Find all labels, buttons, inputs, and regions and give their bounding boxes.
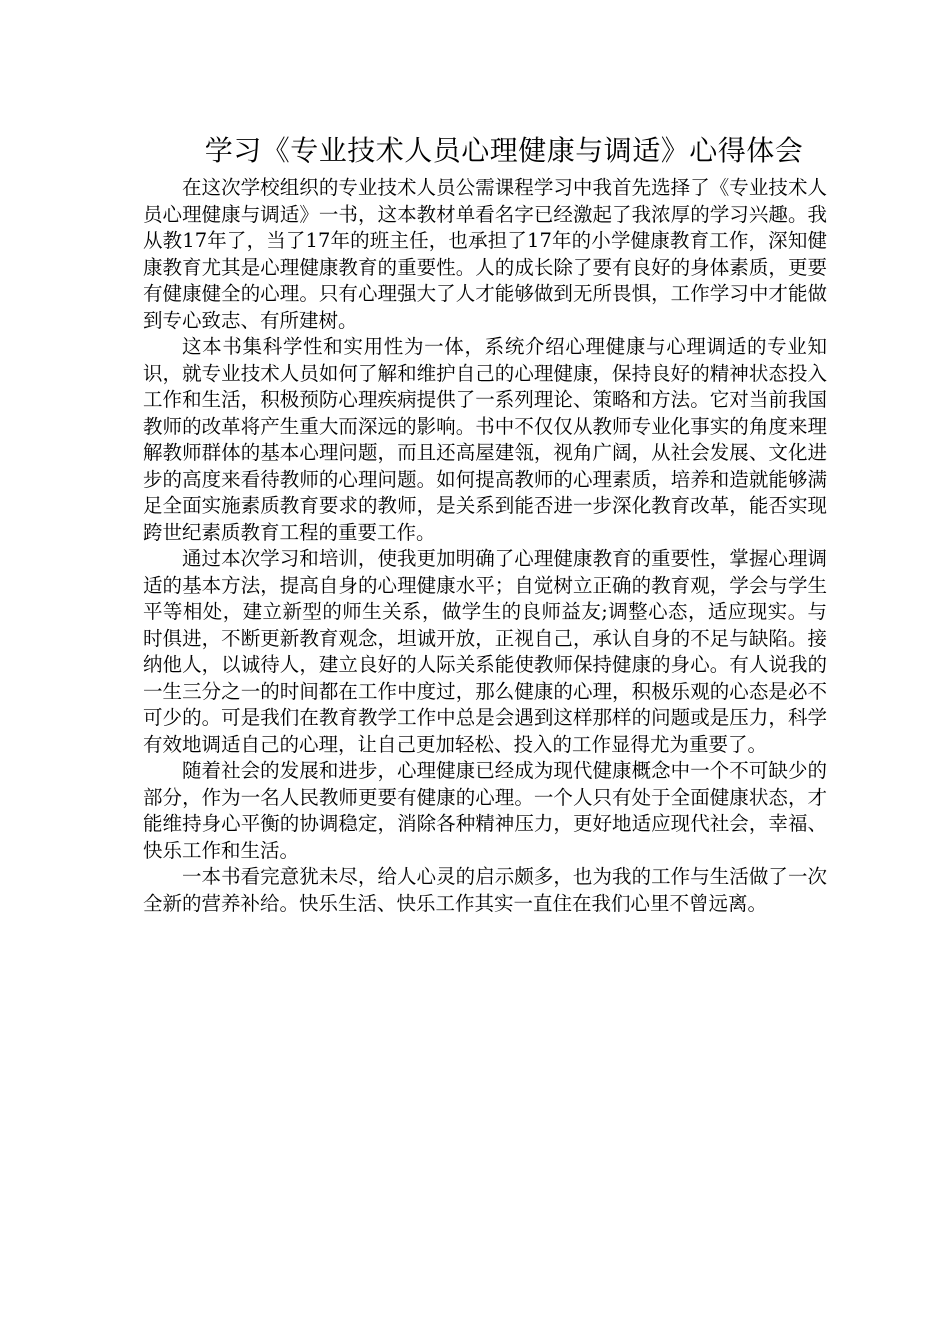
paragraph-4: 随着社会的发展和进步，心理健康已经成为现代健康概念中一个不可缺少的部分，作为一名人民教师更要有健康的心理。一个人只有处于全面健康状态，才能维持身心平衡的协调稳定，消除各种精神压力，更好地适应现代社会，幸福、快乐工作和生活。 <box>143 759 827 862</box>
paragraph-2: 这本书集科学性和实用性为一体，系统介绍心理健康与心理调适的专业知识，就专业技术人员如何了解和维护自己的心理健康，保持良好的精神状态投入工作和生活，积极预防心理疾病提供了一系列理论、策略和方法。它对当前我国教师的改革将产生重大而深远的影响。书中不仅仅从教师专业化事实的角度来理解教师群体的基本心理问题，而且还高屋建瓴，视角广阔，从社会发展、文化进步的高度来看待教师的心理问题。如何提高教师的心理素质，培养和造就能够满足全面实施素质教育要求的教师，是关系到能否进一步深化教育改革，能否实现跨世纪素质教育工程的重要工作。 <box>143 335 827 544</box>
document-title: 学习《专业技术人员心理健康与调适》心得体会 <box>204 134 804 167</box>
paragraph-1: 在这次学校组织的专业技术人员公需课程学习中我首先选择了《专业技术人员心理健康与调适》一书，这本教材单看名字已经激起了我浓厚的学习兴趣。我从教17年了，当了17年的班主任，也承担了17年的小学健康教育工作，深知健康教育尤其是心理健康教育的重要性。人的成长除了要有良好的身体素质，更要有健康健全的心理。只有心理强大了人才能够做到无所畏惧，工作学习中才能做到专心致志、有所建树。 <box>143 176 827 332</box>
document-body <box>143 131 827 917</box>
paragraph-3: 通过本次学习和培训，使我更加明确了心理健康教育的重要性，掌握心理调适的基本方法，提高自身的心理健康水平；自觉树立正确的教育观，学会与学生平等相处，建立新型的师生关系，做学生的良师益友;调整心态，适应现实。与时俱进，不断更新教育观念，坦诚开放，正视自己，承认自身的不足与缺陷。接纳他人，以诚待人，建立良好的人际关系能使教师保持健康的身心。有人说我的一生三分之一的时间都在工作中度过，那么健康的心理，积极乐观的心态是必不可少的。可是我们在教育教学工作中总是会遇到这样那样的问题或是压力，科学有效地调适自己的心理，让自己更加轻松、投入的工作显得尤为重要了。 <box>143 547 827 756</box>
paragraph-5: 一本书看完意犹未尽，给人心灵的启示颇多，也为我的工作与生活做了一次全新的营养补给。快乐生活、快乐工作其实一直住在我们心里不曾远离。 <box>143 865 827 915</box>
